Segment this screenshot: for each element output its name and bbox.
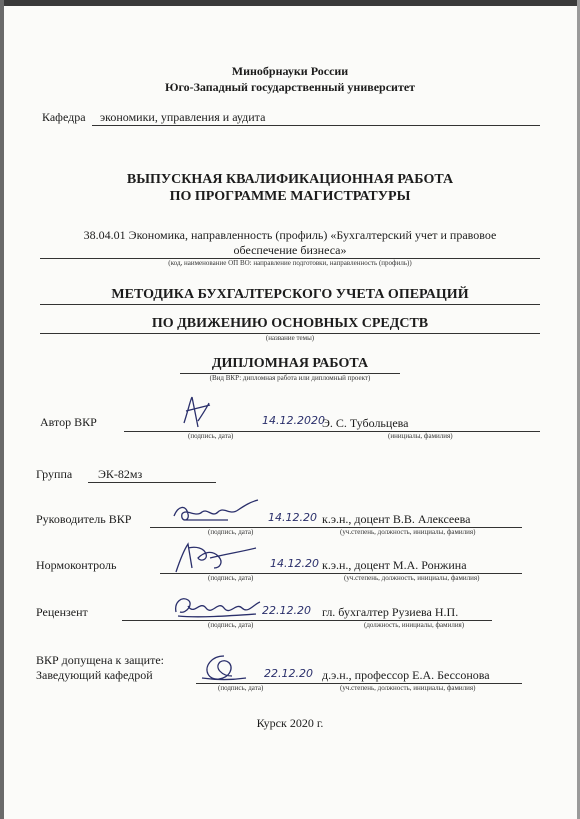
topic-underline-1 [40, 304, 540, 305]
department-value: экономики, управления и аудита [100, 110, 266, 124]
reviewer-caption-sign: (подпись, дата) [208, 621, 254, 629]
university-name: Юго-Западный государственный университет [164, 80, 416, 94]
head-signature [196, 652, 252, 686]
head-caption-sign: (подпись, дата) [218, 684, 264, 692]
norm-control-date: 14.12.20 [270, 557, 319, 570]
supervisor-caption-sign: (подпись, дата) [208, 528, 254, 536]
department-label: Кафедра [42, 110, 86, 124]
ministry-name: Минобрнауки России [231, 64, 349, 78]
supervisor-caption-info: (уч.степень, должность, инициалы, фамилия) [340, 528, 476, 536]
author-date: 14.12.2020 [262, 414, 325, 427]
norm-control-signature [170, 538, 270, 578]
reviewer-label: Рецензент [36, 605, 88, 619]
norm-control-label: Нормоконтроль [36, 558, 117, 572]
author-label: Автор ВКР [40, 415, 97, 429]
work-kind-caption: (Вид ВКР: дипломная работа или дипломный проект) [209, 374, 371, 382]
group-underline [88, 482, 216, 483]
scan-edge-top [0, 0, 580, 6]
topic-line1: МЕТОДИКА БУХГАЛТЕРСКОГО УЧЕТА ОПЕРАЦИЙ [111, 287, 469, 302]
work-kind: ДИПЛОМНАЯ РАБОТА [211, 356, 369, 371]
norm-control-info: к.э.н., доцент М.А. Ронжина [322, 558, 467, 572]
head-info: д.э.н., профессор Е.А. Бессонова [322, 668, 490, 682]
doc-type-line1: ВЫПУСКНАЯ КВАЛИФИКАЦИОННАЯ РАБОТА [126, 172, 454, 187]
norm-control-caption-sign: (подпись, дата) [208, 574, 254, 582]
head-caption-info: (уч.степень, должность, инициалы, фамилия) [340, 684, 476, 692]
author-signature [176, 393, 216, 431]
topic-line2: ПО ДВИЖЕНИЮ ОСНОВНЫХ СРЕДСТВ [151, 316, 429, 331]
group-value: ЭК-82мз [98, 467, 143, 481]
head-date: 22.12.20 [264, 667, 313, 680]
supervisor-date: 14.12.20 [268, 511, 317, 524]
supervisor-info: к.э.н., доцент В.В. Алексеева [322, 512, 471, 526]
department-underline [92, 125, 540, 126]
reviewer-signature [168, 590, 268, 624]
group-label: Группа [36, 467, 73, 481]
author-underline [124, 431, 540, 432]
author-caption-sign: (подпись, дата) [188, 432, 234, 440]
doc-type-line2: ПО ПРОГРАММЕ МАГИСТРАТУРЫ [169, 189, 411, 204]
scan-edge-left [0, 0, 4, 819]
norm-control-caption-info: (уч.степень, должность, инициалы, фамилия) [344, 574, 480, 582]
topic-caption: (название темы) [265, 334, 315, 342]
reviewer-caption-info: (должность, инициалы, фамилия) [364, 621, 465, 629]
program-line1: 38.04.01 Экономика, направленность (профиль) «Бухгалтерский учет и правовое [83, 228, 497, 242]
author-caption-name: (инициалы, фамилия) [388, 432, 453, 440]
program-caption: (код, наименование ОП ВО: направление подготовки, направленность (профиль)) [168, 259, 412, 267]
reviewer-date: 22.12.20 [262, 604, 311, 617]
city-year: Курск 2020 г. [256, 716, 324, 730]
head-of-department-label: Заведующий кафедрой [36, 668, 153, 682]
admission-label: ВКР допущена к защите: [36, 653, 164, 667]
supervisor-label: Руководитель ВКР [36, 512, 132, 526]
reviewer-info: гл. бухгалтер Рузиева Н.П. [322, 605, 459, 619]
author-name: Э. С. Тубольцева [322, 416, 409, 430]
supervisor-signature [168, 496, 268, 528]
program-line2: обеспечение бизнеса» [233, 243, 347, 257]
